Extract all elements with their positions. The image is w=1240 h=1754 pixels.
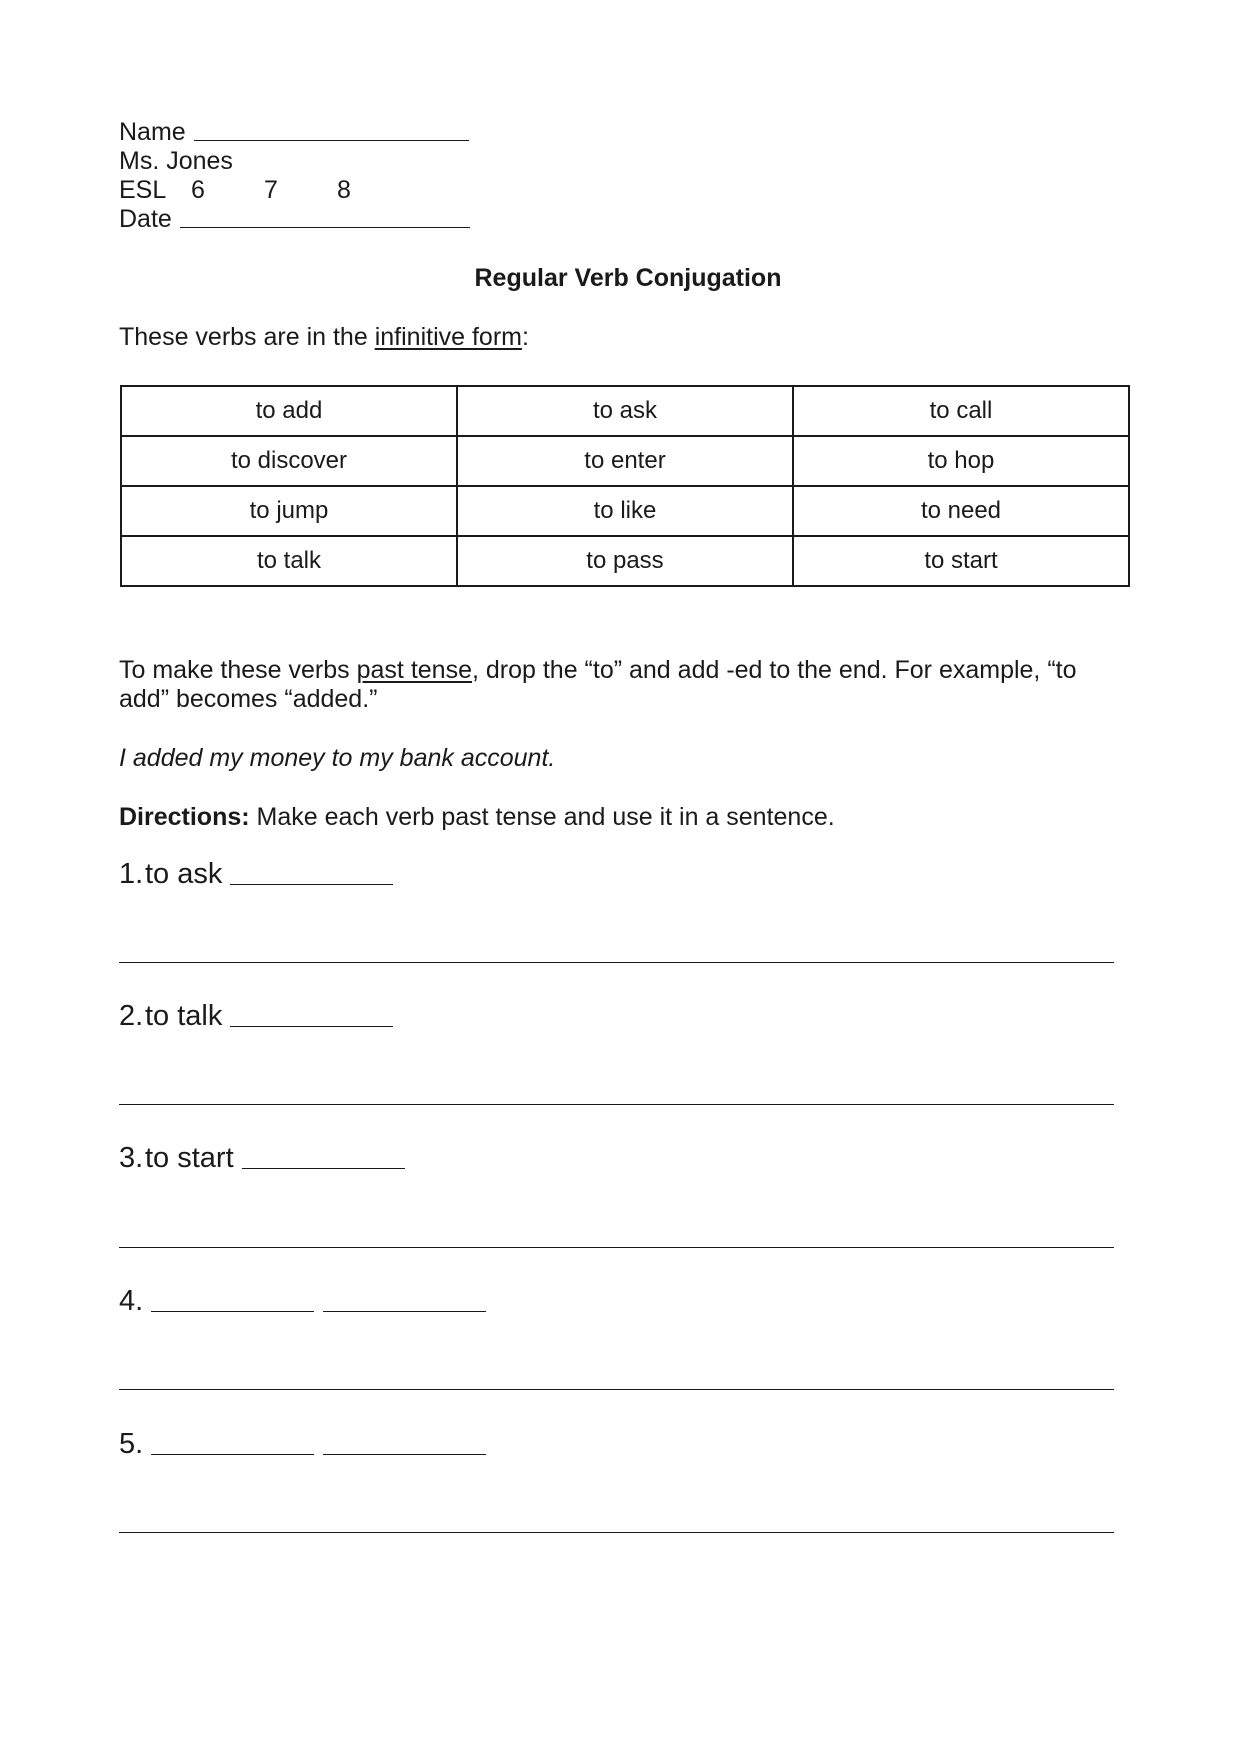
verb-cell: to need <box>793 486 1129 536</box>
past-tense-blank[interactable] <box>242 1144 405 1169</box>
past-tense-blank[interactable] <box>323 1430 486 1455</box>
table-row <box>121 386 1129 436</box>
table-row <box>121 436 1129 486</box>
verb-blank[interactable] <box>151 1287 314 1312</box>
sentence-answer-line[interactable] <box>119 962 1114 963</box>
past-tense-blank[interactable] <box>230 860 393 885</box>
page-title <box>0 264 1240 293</box>
verb-cell: to add <box>121 386 457 436</box>
exercise-number: 3. <box>119 1142 144 1174</box>
rule-text-before: To make these verbs <box>119 656 357 684</box>
intro-text-after: : <box>521 323 529 351</box>
date-field[interactable] <box>180 205 470 228</box>
verb-table <box>120 385 1130 587</box>
exercise-item <box>119 1285 486 1318</box>
exercise-item <box>119 1428 486 1461</box>
past-tense-term: past tense <box>356 656 472 684</box>
past-tense-rule <box>119 656 1129 714</box>
verb-cell: to talk <box>121 536 457 586</box>
exercise-number: 5. <box>119 1428 144 1460</box>
exercise-item <box>119 858 393 891</box>
esl-row <box>119 176 470 205</box>
name-field[interactable] <box>194 118 469 141</box>
date-row <box>119 205 470 234</box>
teacher-name: Ms. Jones <box>119 147 233 175</box>
name-row <box>119 118 470 147</box>
table-row <box>121 486 1129 536</box>
exercise-number: 2. <box>119 1000 144 1032</box>
past-tense-blank[interactable] <box>323 1287 486 1312</box>
period-option[interactable]: 6 <box>191 176 205 204</box>
exercise-number: 1. <box>119 858 144 890</box>
exercise-verb: to talk <box>145 1000 223 1032</box>
verb-cell: to discover <box>121 436 457 486</box>
period-option[interactable]: 8 <box>337 176 351 204</box>
rule-text-after: , drop the “to” and add -ed to the end. For example, “to add” becomes “added.” <box>119 656 1077 713</box>
verb-cell: to call <box>793 386 1129 436</box>
date-label: Date <box>119 205 172 233</box>
page-title-text: Regular Verb Conjugation <box>474 264 782 292</box>
verb-cell: to ask <box>457 386 793 436</box>
exercise-item <box>119 1142 405 1175</box>
verb-cell: to enter <box>457 436 793 486</box>
intro-text <box>119 323 529 352</box>
teacher-row <box>119 147 470 176</box>
exercise-number: 4. <box>119 1285 144 1317</box>
directions-label: Directions: <box>119 803 250 831</box>
directions <box>119 803 835 832</box>
verb-cell: to like <box>457 486 793 536</box>
verb-cell: to start <box>793 536 1129 586</box>
esl-label: ESL <box>119 176 167 204</box>
sentence-answer-line[interactable] <box>119 1532 1114 1533</box>
example-sentence: I added my money to my bank account. <box>119 744 556 772</box>
directions-text: Make each verb past tense and use it in a sentence. <box>249 803 835 831</box>
exercise-verb: to ask <box>145 858 223 890</box>
period-option[interactable]: 7 <box>264 176 278 204</box>
student-header <box>119 118 470 234</box>
verb-cell: to jump <box>121 486 457 536</box>
sentence-answer-line[interactable] <box>119 1389 1114 1390</box>
exercise-item <box>119 1000 393 1033</box>
verb-cell: to hop <box>793 436 1129 486</box>
verb-blank[interactable] <box>151 1430 314 1455</box>
sentence-answer-line[interactable] <box>119 1247 1114 1248</box>
infinitive-term: infinitive form <box>374 323 522 351</box>
past-tense-blank[interactable] <box>230 1002 393 1027</box>
sentence-answer-line[interactable] <box>119 1104 1114 1105</box>
intro-text-before: These verbs are in the <box>119 323 375 351</box>
table-row <box>121 536 1129 586</box>
exercise-verb: to start <box>145 1142 234 1174</box>
verb-cell: to pass <box>457 536 793 586</box>
name-label: Name <box>119 118 186 146</box>
